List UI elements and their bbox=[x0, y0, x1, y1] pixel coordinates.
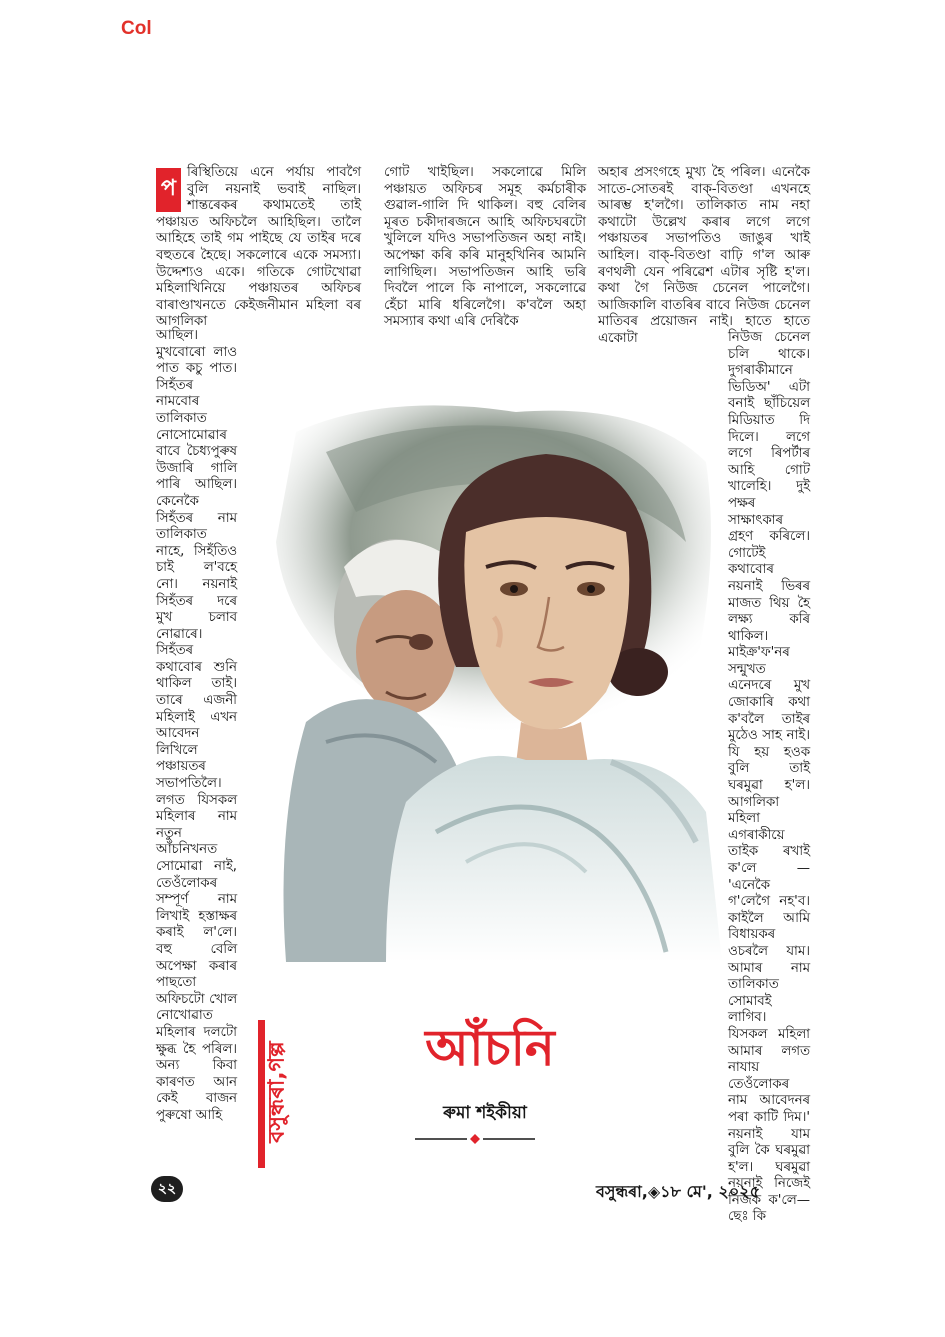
column-3 bbox=[598, 165, 810, 348]
drop-cap: প bbox=[156, 168, 181, 212]
corner-label: Col bbox=[121, 18, 152, 39]
column-2-text: গোট খাইছিল। সকলোৱে মিলি পঞ্চায়ত অফিচৰ সমূহ কৰ্মচাৰীক গুৱাল-গালি দি থাকিল। বহু বেলিৰ মূৰত চকীদাৰজনে আহি অফিচঘৰটো খুলিলে যদিও সভাপতিজন অহা নাই। অপেক্ষা কৰি কৰি মানুহখিনিৰ আমনি লাগিছিল। সভাপতিজন আহি ভৰি দিবলৈ পালে কি নাপালে, সকলোৱে হেঁচা মাৰি ধৰিলেগৈ। ক'বলৈ অহা সমস্যাৰ কথা এৰি দেৰিকৈ bbox=[384, 165, 586, 330]
column-3-narrow bbox=[728, 330, 810, 1225]
story-title: আঁচনি bbox=[425, 1019, 555, 1077]
column-1-lead-text: ৰিস্থিতিয়ে এনে পৰ্যায় পাবগৈ বুলি নয়নাই ভবাই নাছিল। শান্তৰেকৰ কথামতেই তাই পঞ্চায়ত অফিচলৈ আহিছিল। তালৈ আহিহে তাই গম পাইছে যে তাইৰ দৰে বহুতৰে হৈছে। সকলোৰে একে সমস্যা। উদ্দেশ্যও একে। গতিকে গোটখোৱা মহিলাখিনিয়ে পঞ্চায়তৰ অফিচৰ বাৰাণ্ডাখনতে কেইজনীমান মহিলা বৰ আগলিকা bbox=[156, 165, 361, 330]
column-3-narrow-text: নিউজ চেনেল চলি থাকে। দুগৰাকীমানে ভিডিঅ' এটা বনাই ছাঁচিয়েল মিডিয়াত দি দিলে। লগে লগে ৰিপৰ্টাৰ আহি গোট খালেহি। দুই পক্ষৰ সাক্ষাৎকাৰ গ্ৰহণ কৰিলে। গোটেই কথাবোৰ নয়নাই ভিৰৰ মাজত থিয় হৈ লক্ষ্য কৰি থাকিল। মাইক্ৰ'ফ'নৰ সন্মুখত এনেদৰে মুখ জোকাৰি কথা ক'বলৈ তাইৰ মুঠেও সাহ নাই। যি হয় হওক বুলি তাই ঘৰমুৱা হ'ল। আগলিকা মহিলা এগৰাকীয়ে তাইক ৰখাই ক'লে — 'এনেকৈ গ'লেগৈ নহ'ব। কাইলৈ আমি বিধায়কৰ ওচৰলৈ যাম। আমাৰ নাম তালিকাত সোমাবই লাগিব। যিসকল মহিলা আমাৰ লগত নাযায় তেওঁলোকৰ নাম আবেদনৰ পৰা কাটি দিম।' নয়নাই যাম বুলি কৈ ঘৰমুৱা হ'ল। ঘৰমুৱা নয়নাই নিজেই নিজক ক'লে— ছেঃ কি bbox=[728, 330, 810, 1225]
footer-issue-info: বসুন্ধৰা,◈১৮ মে', ২০২৫ bbox=[596, 1182, 761, 1201]
column-1-narrow bbox=[156, 328, 237, 1168]
title-ornament bbox=[415, 1133, 535, 1145]
column-2 bbox=[384, 165, 586, 331]
section-logo bbox=[248, 1012, 308, 1172]
column-3-text: অহাৰ প্ৰসংগহে মুখ্য হৈ পৰিল। এনেকৈ সাতে-সোতৰই বাক্-বিতণ্ডা এখনহে আৰম্ভ হ'লগৈ। তালিকাত নাম নহা কথাটো উল্লেখ কৰাৰ লগে লগে পঞ্চায়তৰ সভাপতিও জাঙুৰ খাই আহিল। বাক্-বিতণ্ডা বাঢ়ি গ'ল আৰু ৰণথলী যেন পৰিৱেশ এটাৰ সৃষ্টি হ'ল। কথা গৈ নিউজ চেনেল পালেগৈ। আজিকালি বাতৰিৰ বাবে নিউজ চেনেল মাতিবৰ প্ৰয়োজন নাই। হাতে হাতে একোটা bbox=[598, 165, 810, 346]
column-1 bbox=[156, 165, 361, 331]
section-logo-text: বসুন্ধৰা,গল্প bbox=[264, 1041, 290, 1143]
author-name: ৰুমা শইকীয়া bbox=[443, 1103, 527, 1123]
column-1-narrow-text: আছিল। মুখবোৰো লাও পাত কচু পাত। সিহঁতৰ নামবোৰ তালিকাত নোসোমোৱাৰ বাবে চৈধ্যপুৰুষ উজাৰি গালি পাৰি আছিল। কেনেকৈ সিহঁতৰ নাম তালিকাত নাহে, সিহঁতিও চাই ল'বহে নো। নয়নাই সিহঁতৰ দৰে মুখ চলাব নোৱাৰে। সিহঁতৰ কথাবোৰ শুনি থাকিল তাই। তাৰে এজনী মহিলাই এখন আবেদন লিখিলে পঞ্চায়তৰ সভাপতিলৈ। লগত যিসকল মহিলাৰ নাম নতুন আঁচনিখনত সোমোৱা নাই, তেওঁলোকৰ সম্পূৰ্ণ নাম লিখাই হস্তাক্ষৰ কৰাই ল'লে। বহু বেলি অপেক্ষা কৰাৰ পাছতো অফিচটো খোল নোখোৱাত মহিলাৰ দলটো ক্ষুব্ধ হৈ পৰিল। অন্য কিবা কাৰণত আন কেই বাজন পুৰুষো আহি bbox=[156, 328, 237, 1123]
story-illustration bbox=[266, 392, 722, 962]
page-number: ২২ bbox=[151, 1176, 183, 1202]
